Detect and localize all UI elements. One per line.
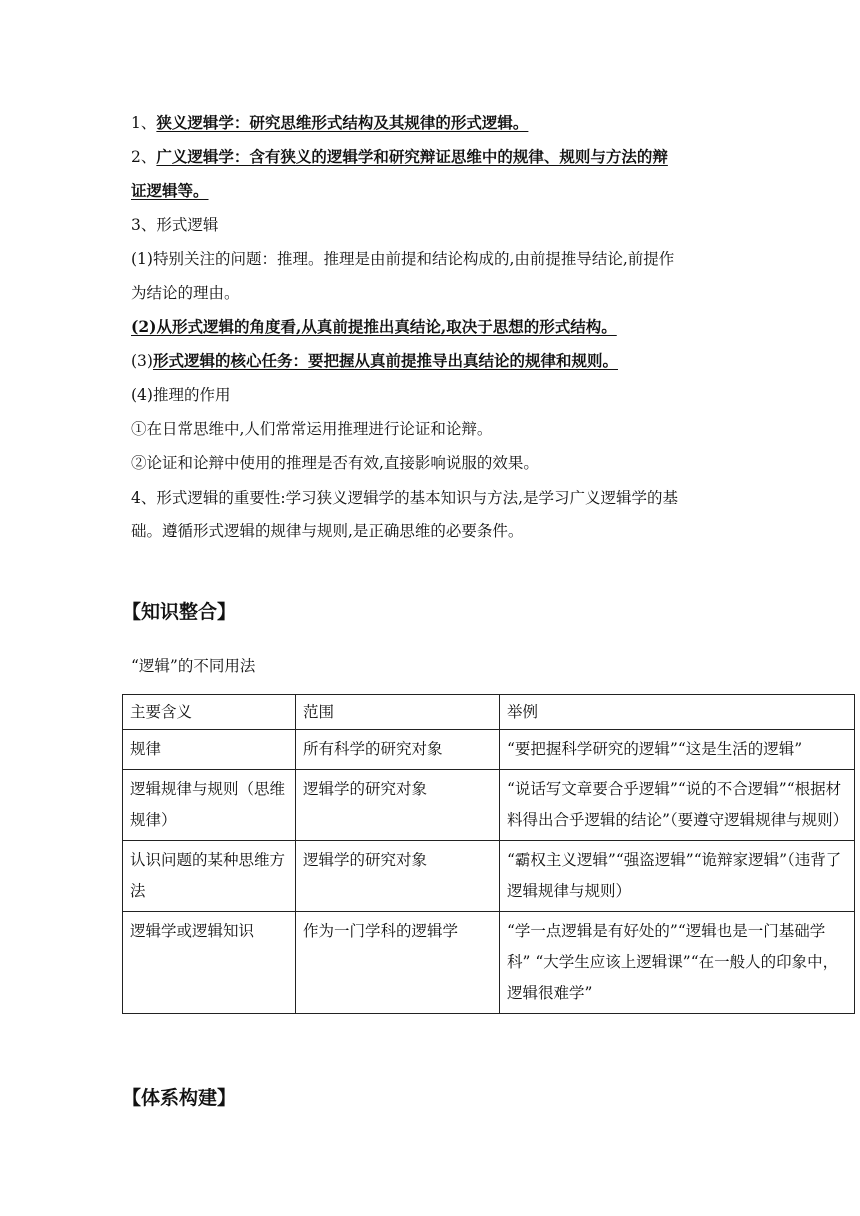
item-3-1-line-2: 为结论的理由。 [131,284,240,302]
item-3-title: 3、形式逻辑 [131,216,219,234]
item-3-2 [131,317,617,337]
item-3-4-sub-2: ②论证和论辩中使用的推理是否有效,直接影响说服的效果。 [131,454,539,472]
table-row [123,912,855,1014]
item-2-line-1 [131,147,668,167]
item-2-line-2 [131,181,209,201]
cell-example: “要把握科学研究的逻辑”“这是生活的逻辑” [500,730,855,770]
table-row [123,730,855,770]
cell-meaning: 规律 [123,730,296,770]
item-3-2-number: (2) [131,317,157,336]
cell-scope: 所有科学的研究对象 [296,730,500,770]
header-meaning: 主要含义 [123,695,296,730]
cell-example: “说话写文章要合乎逻辑”“说的不合逻辑”“根据材料得出合乎逻辑的结论”（要遵守逻辑规律与规则） [500,770,855,841]
item-1-number: 1、 [131,114,157,132]
item-1 [131,113,528,133]
table-row [123,841,855,912]
section-heading-system: 【体系构建】 [122,1087,237,1109]
logic-usage-table [122,694,855,1014]
item-2-text-1: 广义逻辑学：含有狭义的逻辑学和研究辩证思维中的规律、规则与方法的辩 [156,147,668,166]
cell-meaning: 认识问题的某种思维方法 [123,841,296,912]
item-1-text: 狭义逻辑学：研究思维形式结构及其规律的形式逻辑。 [156,113,529,132]
item-3-4-title: (4)推理的作用 [131,386,231,404]
cell-meaning: 逻辑规律与规则（思维规律） [123,770,296,841]
item-4-line-2: 础。遵循形式逻辑的规律与规则,是正确思维的必要条件。 [131,522,524,540]
table-header-row [123,695,855,730]
item-3-2-text: 从形式逻辑的角度看,从真前提推出真结论,取决于思想的形式结构。 [156,317,617,336]
section-heading-knowledge: 【知识整合】 [122,601,237,623]
item-2-number: 2、 [131,148,157,166]
item-3-4-sub-1: ①在日常思维中,人们常常运用推理进行论证和论辩。 [131,420,493,438]
item-4-line-1: 4、形式逻辑的重要性:学习狭义逻辑学的基本知识与方法,是学习广义逻辑学的基 [131,489,679,507]
cell-scope: 逻辑学的研究对象 [296,841,500,912]
item-3-3 [131,351,618,371]
table-row [123,770,855,841]
cell-scope: 逻辑学的研究对象 [296,770,500,841]
cell-example: “学一点逻辑是有好处的”“逻辑也是一门基础学科” “大学生应该上逻辑课”“在一般人的印象中，逻辑很难学” [500,912,855,1014]
item-3-3-number: (3) [131,352,153,370]
header-example: 举例 [500,695,855,730]
header-scope: 范围 [296,695,500,730]
cell-meaning: 逻辑学或逻辑知识 [123,912,296,1014]
item-2-text-2: 证逻辑等。 [131,181,209,200]
item-3-3-text: 形式逻辑的核心任务：要把握从真前提推导出真结论的规律和规则。 [152,351,618,370]
cell-example: “霸权主义逻辑”“强盗逻辑”“诡辩家逻辑”（违背了逻辑规律与规则） [500,841,855,912]
table-caption: “逻辑”的不同用法 [131,657,256,675]
cell-scope: 作为一门学科的逻辑学 [296,912,500,1014]
item-3-1-line-1: (1)特别关注的问题：推理。推理是由前提和结论构成的,由前提推导结论,前提作 [131,250,675,268]
